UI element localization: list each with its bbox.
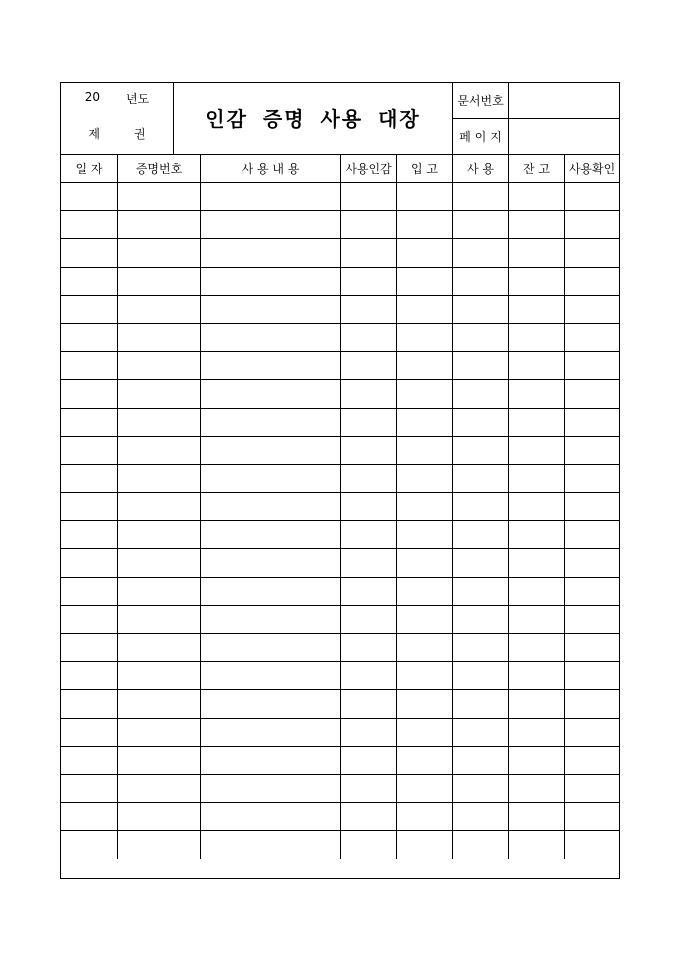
cell-date[interactable]: [61, 493, 118, 520]
table-row: [61, 548, 619, 576]
cell-received[interactable]: [397, 239, 453, 266]
cell-usage-details[interactable]: [201, 662, 341, 689]
cell-cert-number[interactable]: [118, 324, 201, 351]
cell-seal-used[interactable]: [341, 606, 397, 633]
cell-date[interactable]: [61, 690, 118, 717]
ledger-table: [61, 155, 619, 859]
cell-date[interactable]: [61, 747, 118, 774]
cell-date[interactable]: [61, 578, 118, 605]
cell-balance[interactable]: [509, 662, 565, 689]
cell-usage-details[interactable]: [201, 465, 341, 492]
cell-usage-details[interactable]: [201, 352, 341, 379]
cell-cert-number[interactable]: [118, 380, 201, 407]
table-row: [61, 238, 619, 266]
col-balance: 잔 고: [509, 155, 565, 182]
cell-balance[interactable]: [509, 352, 565, 379]
cell-seal-used[interactable]: [341, 578, 397, 605]
cell-used[interactable]: [453, 409, 509, 436]
table-row: [61, 802, 619, 830]
cell-used[interactable]: [453, 183, 509, 210]
doc-number-label-cell: [453, 83, 509, 119]
cell-balance[interactable]: [509, 690, 565, 717]
cell-used[interactable]: [453, 690, 509, 717]
cell-cert-number[interactable]: [118, 747, 201, 774]
cell-confirmation[interactable]: [565, 183, 619, 210]
cell-used[interactable]: [453, 803, 509, 830]
col-cert-number: 증명번호: [118, 155, 201, 182]
table-row: [61, 351, 619, 379]
doc-number-label: 문서번호: [457, 94, 504, 108]
cell-balance[interactable]: [509, 268, 565, 295]
cell-balance[interactable]: [509, 380, 565, 407]
cell-confirmation[interactable]: [565, 662, 619, 689]
cell-date[interactable]: [61, 831, 118, 858]
cell-date[interactable]: [61, 549, 118, 576]
cell-seal-used[interactable]: [341, 409, 397, 436]
cell-confirmation[interactable]: [565, 380, 619, 407]
cell-usage-details[interactable]: [201, 211, 341, 238]
cell-confirmation[interactable]: [565, 803, 619, 830]
cell-confirmation[interactable]: [565, 268, 619, 295]
seal-usage-ledger: [60, 82, 620, 879]
cell-seal-used[interactable]: [341, 775, 397, 802]
year-volume-box: [61, 83, 174, 155]
cell-cert-number[interactable]: [118, 296, 201, 323]
cell-seal-used[interactable]: [341, 493, 397, 520]
cell-cert-number[interactable]: [118, 606, 201, 633]
cell-received[interactable]: [397, 380, 453, 407]
cell-balance[interactable]: [509, 324, 565, 351]
table-row: [61, 379, 619, 407]
page-title: 인감 증명 사용 대장: [205, 107, 421, 131]
cell-usage-details[interactable]: [201, 634, 341, 661]
col-seal-used: 사용인감: [341, 155, 397, 182]
cell-cert-number[interactable]: [118, 437, 201, 464]
cell-date[interactable]: [61, 775, 118, 802]
cell-date[interactable]: [61, 211, 118, 238]
cell-usage-details[interactable]: [201, 606, 341, 633]
cell-cert-number[interactable]: [118, 183, 201, 210]
ledger-header: [61, 83, 619, 155]
cell-usage-details[interactable]: [201, 493, 341, 520]
cell-usage-details[interactable]: [201, 437, 341, 464]
cell-used[interactable]: [453, 719, 509, 746]
cell-confirmation[interactable]: [565, 493, 619, 520]
cell-seal-used[interactable]: [341, 324, 397, 351]
cell-balance[interactable]: [509, 606, 565, 633]
cell-usage-details[interactable]: [201, 803, 341, 830]
cell-usage-details[interactable]: [201, 775, 341, 802]
cell-received[interactable]: [397, 409, 453, 436]
table-row: [61, 718, 619, 746]
cell-date[interactable]: [61, 380, 118, 407]
table-row: [61, 830, 619, 858]
col-usage-details: 사 용 내 용: [201, 155, 341, 182]
cell-balance[interactable]: [509, 747, 565, 774]
cell-balance[interactable]: [509, 549, 565, 576]
cell-used[interactable]: [453, 606, 509, 633]
table-row: [61, 492, 619, 520]
cell-date[interactable]: [61, 465, 118, 492]
cell-seal-used[interactable]: [341, 380, 397, 407]
table-row: [61, 295, 619, 323]
cell-seal-used[interactable]: [341, 521, 397, 548]
cell-received[interactable]: [397, 634, 453, 661]
table-row: [61, 633, 619, 661]
cell-seal-used[interactable]: [341, 747, 397, 774]
cell-date[interactable]: [61, 437, 118, 464]
cell-balance[interactable]: [509, 803, 565, 830]
cell-seal-used[interactable]: [341, 690, 397, 717]
cell-used[interactable]: [453, 775, 509, 802]
cell-used[interactable]: [453, 437, 509, 464]
cell-usage-details[interactable]: [201, 521, 341, 548]
table-body: [61, 182, 619, 859]
cell-cert-number[interactable]: [118, 578, 201, 605]
volume-line: [61, 125, 173, 142]
cell-cert-number[interactable]: [118, 239, 201, 266]
cell-balance[interactable]: [509, 437, 565, 464]
cell-received[interactable]: [397, 719, 453, 746]
cell-date[interactable]: [61, 409, 118, 436]
cell-confirmation[interactable]: [565, 719, 619, 746]
cell-balance[interactable]: [509, 409, 565, 436]
page-label: 페 이 지: [459, 130, 502, 144]
table-row: [61, 774, 619, 802]
cell-received[interactable]: [397, 606, 453, 633]
cell-balance[interactable]: [509, 465, 565, 492]
table-row: [61, 464, 619, 492]
year-suffix: 년도: [126, 91, 150, 106]
cell-cert-number[interactable]: [118, 690, 201, 717]
cell-used[interactable]: [453, 578, 509, 605]
table-row: [61, 689, 619, 717]
cell-used[interactable]: [453, 662, 509, 689]
volume-label-prefix: 제: [88, 126, 100, 141]
table-row: [61, 661, 619, 689]
cell-date[interactable]: [61, 268, 118, 295]
cell-confirmation[interactable]: [565, 775, 619, 802]
cell-received[interactable]: [397, 437, 453, 464]
cell-usage-details[interactable]: [201, 324, 341, 351]
cell-balance[interactable]: [509, 578, 565, 605]
cell-balance[interactable]: [509, 296, 565, 323]
table-row: [61, 267, 619, 295]
cell-used[interactable]: [453, 268, 509, 295]
cell-seal-used[interactable]: [341, 296, 397, 323]
cell-confirmation[interactable]: [565, 239, 619, 266]
cell-used[interactable]: [453, 324, 509, 351]
cell-confirmation[interactable]: [565, 521, 619, 548]
cell-date[interactable]: [61, 634, 118, 661]
cell-used[interactable]: [453, 634, 509, 661]
cell-cert-number[interactable]: [118, 493, 201, 520]
cell-usage-details[interactable]: [201, 578, 341, 605]
table-header-row: [61, 155, 619, 182]
cell-seal-used[interactable]: [341, 831, 397, 858]
cell-used[interactable]: [453, 239, 509, 266]
cell-confirmation[interactable]: [565, 747, 619, 774]
col-date: 일 자: [61, 155, 118, 182]
table-row: [61, 408, 619, 436]
cell-balance[interactable]: [509, 775, 565, 802]
cell-received[interactable]: [397, 493, 453, 520]
cell-date[interactable]: [61, 239, 118, 266]
cell-seal-used[interactable]: [341, 803, 397, 830]
cell-seal-used[interactable]: [341, 239, 397, 266]
cell-balance[interactable]: [509, 719, 565, 746]
cell-seal-used[interactable]: [341, 634, 397, 661]
cell-usage-details[interactable]: [201, 409, 341, 436]
cell-date[interactable]: [61, 803, 118, 830]
cell-balance[interactable]: [509, 211, 565, 238]
table-row: [61, 210, 619, 238]
year-prefix: 20: [84, 89, 101, 104]
cell-used[interactable]: [453, 380, 509, 407]
col-confirmation: 사용확인: [568, 162, 616, 176]
cell-cert-number[interactable]: [118, 409, 201, 436]
cell-seal-used[interactable]: [341, 662, 397, 689]
cell-cert-number[interactable]: [118, 211, 201, 238]
cell-date[interactable]: [61, 521, 118, 548]
cell-confirmation[interactable]: [565, 296, 619, 323]
cell-cert-number[interactable]: [118, 634, 201, 661]
cell-seal-used[interactable]: [341, 183, 397, 210]
cell-date[interactable]: [61, 324, 118, 351]
cell-seal-used[interactable]: [341, 437, 397, 464]
cell-confirmation[interactable]: [565, 831, 619, 858]
cell-cert-number[interactable]: [118, 549, 201, 576]
cell-used[interactable]: [453, 493, 509, 520]
cell-used[interactable]: [453, 747, 509, 774]
cell-received[interactable]: [397, 690, 453, 717]
cell-date[interactable]: [61, 296, 118, 323]
cell-cert-number[interactable]: [118, 831, 201, 858]
cell-balance[interactable]: [509, 521, 565, 548]
table-row: [61, 182, 619, 210]
cell-confirmation[interactable]: [565, 437, 619, 464]
cell-confirmation[interactable]: [565, 465, 619, 492]
cell-received[interactable]: [397, 831, 453, 858]
doc-number-field[interactable]: [509, 83, 619, 119]
cell-confirmation[interactable]: [565, 409, 619, 436]
cell-cert-number[interactable]: [118, 719, 201, 746]
cell-cert-number[interactable]: [118, 465, 201, 492]
cell-received[interactable]: [397, 352, 453, 379]
cell-date[interactable]: [61, 352, 118, 379]
cell-balance[interactable]: [509, 239, 565, 266]
cell-usage-details[interactable]: [201, 690, 341, 717]
cell-received[interactable]: [397, 775, 453, 802]
cell-usage-details[interactable]: [201, 719, 341, 746]
cell-used[interactable]: [453, 831, 509, 858]
cell-confirmation[interactable]: [565, 352, 619, 379]
table-row: [61, 436, 619, 464]
page-label-cell: [453, 119, 509, 155]
cell-received[interactable]: [397, 268, 453, 295]
cell-confirmation[interactable]: [565, 578, 619, 605]
cell-confirmation[interactable]: [565, 690, 619, 717]
col-received: 입 고: [397, 155, 453, 182]
cell-balance[interactable]: [509, 634, 565, 661]
cell-cert-number[interactable]: [118, 803, 201, 830]
table-row: [61, 577, 619, 605]
page-field[interactable]: [509, 119, 619, 155]
cell-confirmation[interactable]: [565, 634, 619, 661]
cell-seal-used[interactable]: [341, 719, 397, 746]
cell-cert-number[interactable]: [118, 775, 201, 802]
cell-seal-used[interactable]: [341, 211, 397, 238]
cell-received[interactable]: [397, 747, 453, 774]
cell-cert-number[interactable]: [118, 662, 201, 689]
cell-usage-details[interactable]: [201, 239, 341, 266]
cell-balance[interactable]: [509, 831, 565, 858]
cell-seal-used[interactable]: [341, 352, 397, 379]
table-row: [61, 520, 619, 548]
cell-balance[interactable]: [509, 493, 565, 520]
cell-used[interactable]: [453, 211, 509, 238]
cell-received[interactable]: [397, 521, 453, 548]
cell-received[interactable]: [397, 578, 453, 605]
cell-cert-number[interactable]: [118, 352, 201, 379]
cell-received[interactable]: [397, 549, 453, 576]
cell-usage-details[interactable]: [201, 380, 341, 407]
cell-confirmation[interactable]: [565, 324, 619, 351]
title-box: [174, 83, 453, 155]
cell-seal-used[interactable]: [341, 465, 397, 492]
cell-received[interactable]: [397, 465, 453, 492]
cell-usage-details[interactable]: [201, 747, 341, 774]
table-row: [61, 605, 619, 633]
cell-date[interactable]: [61, 183, 118, 210]
cell-usage-details[interactable]: [201, 296, 341, 323]
cell-received[interactable]: [397, 211, 453, 238]
cell-seal-used[interactable]: [341, 549, 397, 576]
col-used: 사 용: [453, 155, 509, 182]
cell-balance[interactable]: [509, 183, 565, 210]
cell-received[interactable]: [397, 183, 453, 210]
cell-received[interactable]: [397, 662, 453, 689]
cell-received[interactable]: [397, 324, 453, 351]
year-line: [61, 90, 173, 107]
cell-confirmation[interactable]: [565, 211, 619, 238]
cell-date[interactable]: [61, 719, 118, 746]
cell-received[interactable]: [397, 803, 453, 830]
table-row: [61, 323, 619, 351]
cell-usage-details[interactable]: [201, 549, 341, 576]
cell-used[interactable]: [453, 465, 509, 492]
cell-used[interactable]: [453, 296, 509, 323]
cell-cert-number[interactable]: [118, 268, 201, 295]
cell-cert-number[interactable]: [118, 521, 201, 548]
table-row: [61, 746, 619, 774]
cell-confirmation[interactable]: [565, 549, 619, 576]
cell-date[interactable]: [61, 606, 118, 633]
volume-label-suffix: 권: [134, 126, 146, 141]
cell-received[interactable]: [397, 296, 453, 323]
cell-used[interactable]: [453, 521, 509, 548]
cell-seal-used[interactable]: [341, 268, 397, 295]
cell-date[interactable]: [61, 662, 118, 689]
cell-confirmation[interactable]: [565, 606, 619, 633]
cell-used[interactable]: [453, 549, 509, 576]
cell-usage-details[interactable]: [201, 831, 341, 858]
cell-usage-details[interactable]: [201, 268, 341, 295]
cell-usage-details[interactable]: [201, 183, 341, 210]
cell-used[interactable]: [453, 352, 509, 379]
